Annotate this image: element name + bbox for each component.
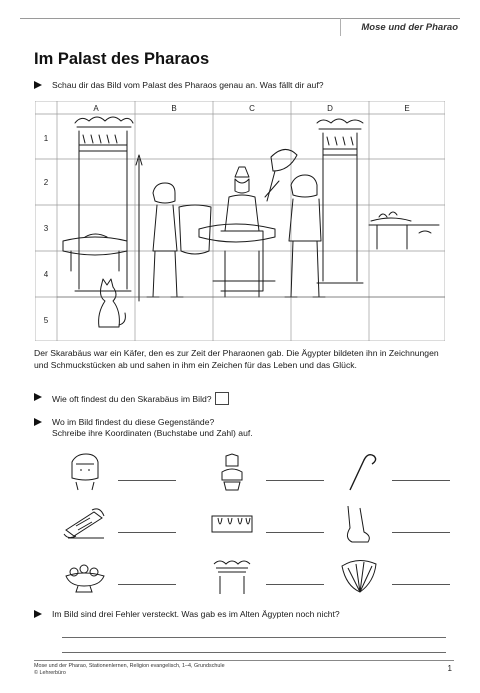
pharaoh-head-icon: [60, 452, 110, 492]
arrow-icon: [34, 610, 42, 618]
arrow-icon: [34, 393, 42, 401]
instruction-count: [34, 392, 229, 405]
guard-with-spear-illustration: [136, 155, 211, 301]
footer-rule: [34, 660, 454, 661]
answer-line[interactable]: [118, 584, 176, 585]
item-column-capital: [208, 556, 333, 596]
arrow-icon: [34, 418, 42, 426]
left-table-illustration: [63, 234, 127, 271]
page-number: 1: [447, 664, 452, 673]
footer-credits: [34, 663, 225, 677]
item-fan: [334, 556, 459, 596]
grid-col-c: C: [249, 104, 255, 113]
items-to-locate: [60, 452, 460, 602]
ornament-band-icon: [208, 504, 258, 544]
count-answer-box[interactable]: [215, 392, 229, 405]
arrow-icon: [34, 81, 42, 89]
instruction-where-text: Wo im Bild findest du diese Gegenstände? Schreibe ihre Koordinaten (Buchstabe und Zahl) auf.: [52, 417, 253, 438]
grid-col-d: D: [327, 104, 333, 113]
answer-line[interactable]: [392, 480, 450, 481]
instruction-where: [34, 417, 253, 439]
answer-write-line-2[interactable]: [62, 652, 446, 653]
item-ornament-band: [208, 504, 333, 544]
figurine-icon: [208, 452, 258, 492]
answer-write-line-1[interactable]: [62, 637, 446, 638]
crook-staff-icon: [334, 452, 384, 492]
right-column-illustration: [317, 119, 363, 283]
fan-icon: [334, 556, 384, 596]
instruction-mistakes-text: Im Bild sind drei Fehler versteckt. Was gab es im Alten Ägypten noch nicht?: [52, 609, 340, 619]
header-title: Mose und der Pharao: [361, 22, 458, 33]
scarab-paragraph: Der Skarabäus war ein Käfer, den es zur Zeit der Pharaonen gab. Die Ägypter bildeten ihn in Zeichnungen und Schmuckstücken ab und sahen in ihm ein Zeichen für das Leben und das Glück.: [34, 348, 439, 370]
grid-row-5: 5: [43, 316, 49, 325]
left-column-illustration: [75, 117, 133, 291]
answer-line[interactable]: [392, 584, 450, 585]
answer-line[interactable]: [118, 532, 176, 533]
item-fruit-bowl: [60, 556, 185, 596]
answer-line[interactable]: [266, 584, 324, 585]
instruction-count-text: Wie oft findest du den Skarabäus im Bild?: [52, 392, 229, 405]
palace-picture-grid: [35, 101, 445, 341]
page-title: Im Palast des Pharaos: [34, 50, 210, 68]
instruction-look-text: Schau dir das Bild vom Palast des Pharaos genau an. Was fällt dir auf?: [52, 80, 324, 90]
item-pharaoh-head: [60, 452, 185, 492]
instruction-look: [34, 80, 324, 91]
answer-line[interactable]: [266, 532, 324, 533]
grid-col-a: A: [93, 104, 99, 113]
grid-row-1: 1: [43, 134, 49, 143]
answer-line[interactable]: [392, 532, 450, 533]
item-crook-staff: [334, 452, 459, 492]
answer-line[interactable]: [266, 480, 324, 481]
item-figurine: [208, 452, 333, 492]
foot-icon: [334, 504, 384, 544]
scroll-icon: [60, 504, 110, 544]
grid-row-2: 2: [43, 178, 49, 187]
pharaoh-on-throne-illustration: [199, 149, 297, 297]
grid-col-e: E: [404, 104, 410, 113]
instruction-mistakes: [34, 609, 340, 620]
footer-line-1: Mose und der Pharao, Stationenlernen, Religion evangelisch, 1–4, Grundschule: [34, 663, 225, 669]
palace-picture: [35, 101, 445, 341]
footer-line-2: © Lehrerbüro: [34, 670, 66, 676]
cat-illustration: [99, 279, 126, 327]
grid-row-3: 3: [43, 224, 49, 233]
grid-col-b: B: [171, 104, 177, 113]
fruit-bowl-icon: [60, 556, 110, 596]
grid-row-4: 4: [43, 270, 49, 279]
fruit-table-illustration: [369, 212, 439, 249]
item-foot: [334, 504, 459, 544]
column-capital-icon: [208, 556, 258, 596]
item-scroll: [60, 504, 185, 544]
answer-line[interactable]: [118, 480, 176, 481]
